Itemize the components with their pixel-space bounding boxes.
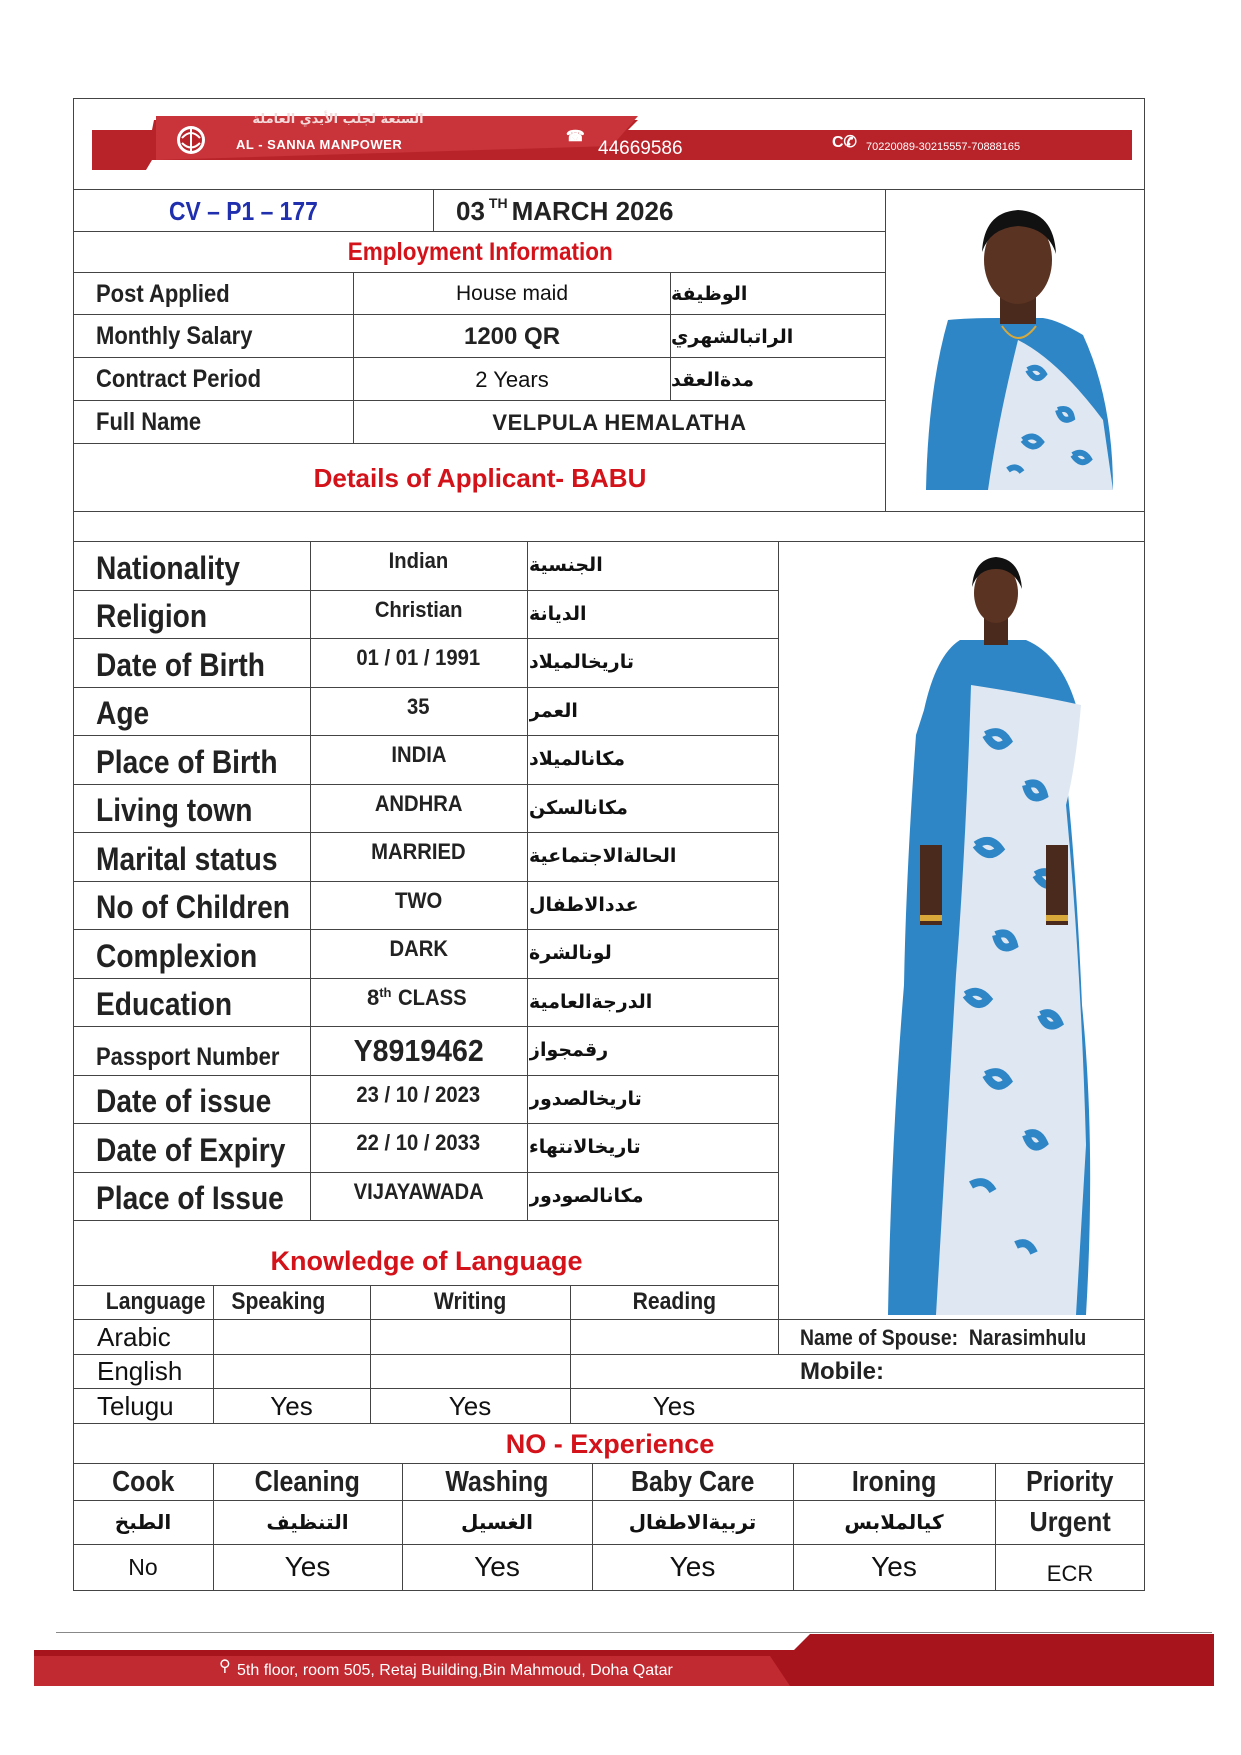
personal-label-ar: الديانة xyxy=(529,602,587,625)
language-cell xyxy=(213,1320,370,1354)
personal-label: Passport Number xyxy=(96,1042,280,1071)
cv-date: 03 $^{TH}$ MARCH 2026 xyxy=(456,195,674,226)
language-cell: Yes xyxy=(652,1390,696,1421)
personal-value: TWO xyxy=(394,887,443,913)
experience-value: ECR xyxy=(1046,1561,1094,1586)
language-cell: Yes xyxy=(448,1390,492,1421)
personal-label: Marital status xyxy=(96,840,278,877)
cv-code: CV – P1 – 177 xyxy=(169,195,319,226)
language-header: Reading xyxy=(632,1288,716,1315)
mobile-icon: C✆ xyxy=(832,134,857,151)
personal-label: No of Children xyxy=(96,889,290,925)
personal-label: Date of issue xyxy=(96,1083,272,1119)
experience-header: Cleaning xyxy=(254,1465,361,1498)
personal-label-ar: تاريخالميلاد xyxy=(529,651,634,674)
spouse-name: Name of Spouse: Narasimhulu xyxy=(800,1324,1087,1350)
experience-header: Washing xyxy=(445,1465,549,1498)
personal-label-ar: رقمجواز xyxy=(529,1039,609,1062)
personal-label: Complexion xyxy=(96,937,258,974)
personal-label: Date of Expiry xyxy=(96,1131,286,1168)
monthly-salary-label: Monthly Salary xyxy=(96,322,253,350)
experience-header-ar: الغسيل xyxy=(460,1510,534,1534)
personal-label-ar: مكانالميلاد xyxy=(529,748,626,771)
experience-header: Cook xyxy=(111,1465,175,1498)
experience-header-ar: الطبخ xyxy=(114,1510,172,1534)
personal-value: 8 $^{th}$ CLASS xyxy=(366,984,468,1010)
personal-label-ar: الحالةالاجتماعية xyxy=(529,845,677,868)
applicant-fullbody-photo xyxy=(876,545,1116,1315)
personal-label: Education xyxy=(96,986,233,1022)
company-mobiles: 70220089-30215557-70888165 xyxy=(866,141,1021,153)
personal-value: Indian xyxy=(388,548,449,573)
personal-value: 35 xyxy=(407,693,430,719)
language-cell xyxy=(213,1355,370,1388)
company-name-en: AL - SANNA MANPOWER xyxy=(236,137,403,152)
language-header: Speaking xyxy=(231,1288,326,1315)
monthly-salary-value: 1200 QR xyxy=(463,322,561,350)
personal-value: ANDHRA xyxy=(374,790,463,816)
personal-value: Christian xyxy=(374,596,463,622)
priority-value: Urgent xyxy=(1029,1506,1111,1537)
personal-value: DARK xyxy=(389,936,448,961)
company-name-ar: السنعة لجلب الأيدي العاملة xyxy=(252,112,424,127)
language-title: Knowledge of Language xyxy=(270,1245,583,1276)
details-title: Details of Applicant- BABU xyxy=(313,462,647,493)
language-header: Language xyxy=(105,1288,206,1315)
personal-value: 23 / 10 / 2023 xyxy=(356,1081,481,1107)
monthly-salary-ar: الراتبالشهري xyxy=(671,325,794,348)
personal-label-ar: العمر xyxy=(529,699,578,722)
personal-label-ar: مكانالسكن xyxy=(529,796,628,819)
personal-value: VIJAYAWADA xyxy=(353,1178,484,1204)
full-name-value: VELPULA HEMALATHA xyxy=(492,409,747,435)
language-header: Writing xyxy=(433,1288,507,1315)
personal-label: Place of Issue xyxy=(96,1180,284,1216)
contract-period-value: 2 Years xyxy=(475,366,549,392)
personal-label: Nationality xyxy=(96,549,240,586)
footer-address: 5th floor, room 505, Retaj Building,Bin Mahmoud, Doha Qatar xyxy=(237,1662,673,1679)
personal-label: Age xyxy=(96,695,150,731)
language-cell: Yes xyxy=(270,1390,313,1421)
full-name-label: Full Name xyxy=(96,408,202,436)
experience-value: No xyxy=(128,1553,158,1580)
language-cell: Telugu xyxy=(97,1390,174,1421)
experience-header-ar: التنظيف xyxy=(266,1510,349,1534)
experience-value: Yes xyxy=(871,1551,917,1582)
personal-label-ar: تاريخالصدور xyxy=(529,1087,642,1110)
personal-label-ar: مكانالصودور xyxy=(529,1184,644,1207)
phone-icon: ☎ xyxy=(566,128,585,145)
personal-value: Y8919462 xyxy=(353,1033,484,1068)
experience-header-ar: تربيةالاطفال xyxy=(628,1510,757,1534)
experience-header: Baby Care xyxy=(630,1465,755,1498)
employment-title: Employment Information xyxy=(347,238,613,266)
personal-label-ar: الجنسية xyxy=(529,554,603,577)
experience-header-ar: كيالملابس xyxy=(844,1510,944,1534)
location-pin-icon: ⚲ xyxy=(219,1658,231,1675)
language-cell xyxy=(570,1320,778,1354)
language-cell xyxy=(570,1355,778,1388)
company-phone: 44669586 xyxy=(598,138,683,159)
personal-label-ar: الدرجةالعامية xyxy=(529,990,653,1013)
experience-header: Priority xyxy=(1026,1465,1114,1498)
language-cell: Arabic xyxy=(97,1321,171,1352)
experience-value: Yes xyxy=(669,1551,716,1582)
experience-value: Yes xyxy=(284,1551,331,1582)
personal-label: Religion xyxy=(96,598,208,634)
spouse-mobile: Mobile: xyxy=(800,1358,884,1385)
personal-label: Place of Birth xyxy=(96,743,278,780)
applicant-portrait-photo xyxy=(908,200,1128,490)
personal-label: Date of Birth xyxy=(96,646,265,683)
personal-label-ar: عددالاطفال xyxy=(529,893,639,916)
post-applied-value: House maid xyxy=(455,282,569,305)
contract-period-ar: مدةالعقد xyxy=(671,368,754,391)
language-cell xyxy=(370,1355,570,1388)
personal-label-ar: لونالشرة xyxy=(529,942,612,965)
personal-value: INDIA xyxy=(390,742,447,767)
language-cell: English xyxy=(97,1356,183,1386)
personal-value: 01 / 01 / 1991 xyxy=(356,645,481,670)
post-applied-label: Post Applied xyxy=(96,279,230,308)
post-applied-ar: الوظيفة xyxy=(671,283,748,305)
experience-title: NO - Experience xyxy=(505,1428,715,1459)
contract-period-label: Contract Period xyxy=(96,365,262,393)
personal-value: 22 / 10 / 2033 xyxy=(356,1130,481,1155)
language-cell xyxy=(370,1320,570,1354)
personal-value: MARRIED xyxy=(371,839,466,864)
personal-label-ar: تاريخالانتهاء xyxy=(529,1136,641,1159)
personal-label: Living town xyxy=(96,792,253,828)
experience-header: Ironing xyxy=(851,1465,937,1498)
experience-value: Yes xyxy=(474,1551,520,1582)
